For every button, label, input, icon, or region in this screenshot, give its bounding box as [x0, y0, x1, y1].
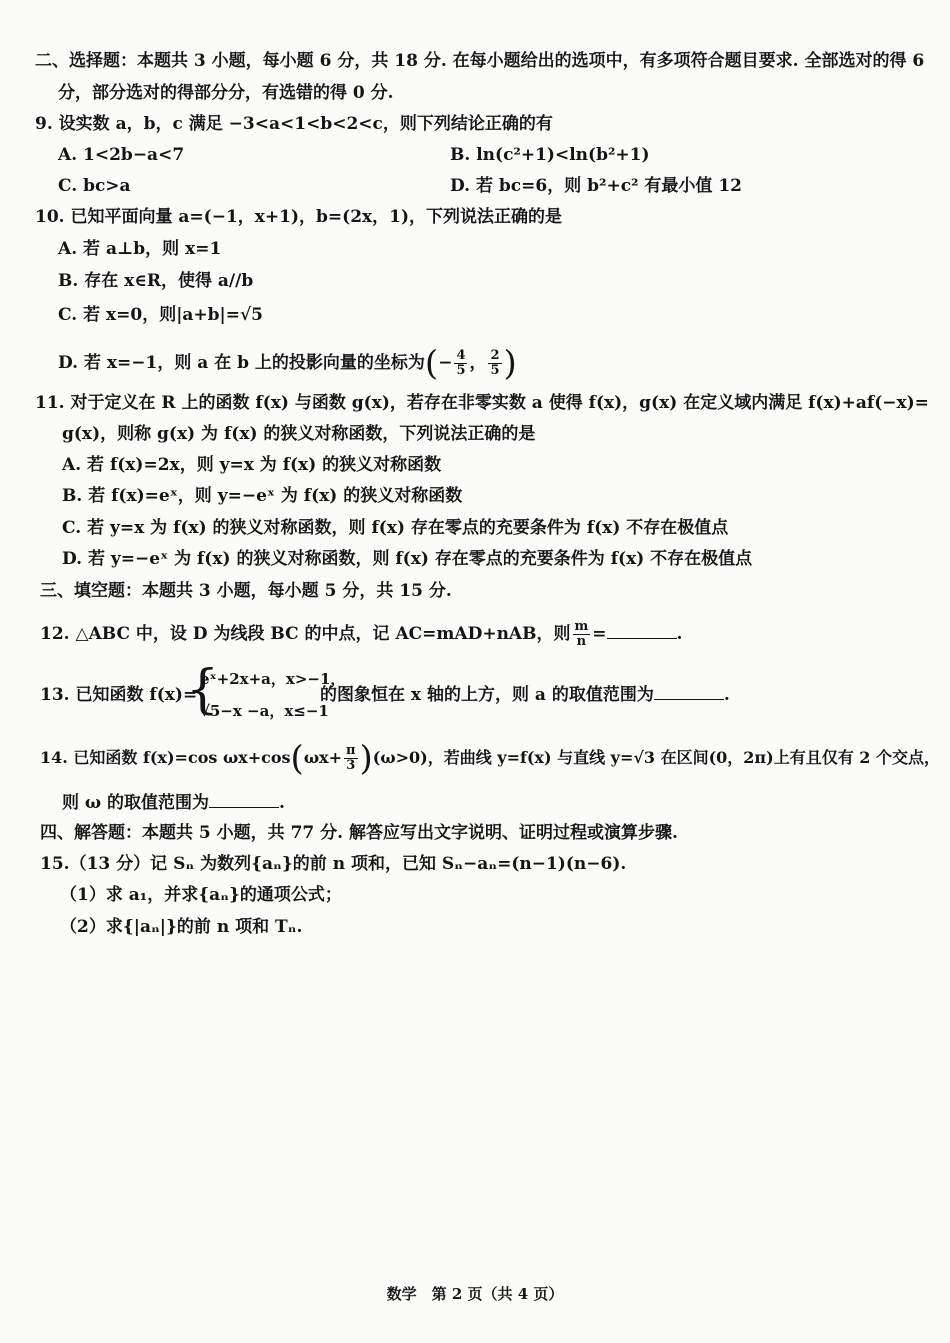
- q11-stem-line2: g(x)，则称 g(x) 为 f(x) 的狭义对称函数，下列说法正确的是: [62, 424, 536, 444]
- q10-option-b: B. 存在 x∈R，使得 a//b: [58, 271, 254, 291]
- q10-option-d: D. 若 x=−1，则 a 在 b 上的投影向量的坐标为(− $\frac{4}{5}$ ， $\frac{2}{5}$ ): [58, 343, 517, 384]
- q14-line2-text: 则 ω 的取值范围为: [62, 793, 210, 813]
- q14-line1: 14. 已知函数 f(x)=cos ωx+cos(ωx+ $\frac{\pi}{3}$ )(ω>0)，若曲线 y=f(x) 与直线 y=√3 在区间(0，2π)上有且仅有 2 个交点，: [40, 738, 940, 779]
- section3-heading: 三、填空题：本题共 3 小题，每小题 5 分，共 15 分.: [40, 581, 452, 601]
- q10-stem: 10. 已知平面向量 a=(−1，x+1)，b=(2x，1)，下列说法正确的是: [35, 207, 563, 227]
- q9-option-a: A. 1<2b−a<7: [58, 145, 185, 165]
- q10-option-a: A. 若 a⊥b，则 x=1: [58, 239, 222, 259]
- q10-d-sign: −: [438, 353, 453, 373]
- q11-option-a: A. 若 f(x)=2x，则 y=x 为 f(x) 的狭义对称函数: [62, 455, 442, 475]
- q11-option-b: B. 若 f(x)=eˣ，则 y=−eˣ 为 f(x) 的狭义对称函数: [62, 486, 463, 506]
- q9-option-d: D. 若 bc=6，则 b²+c² 有最小值 12: [450, 176, 742, 196]
- q11-option-d: D. 若 y=−eˣ 为 f(x) 的狭义对称函数，则 f(x) 存在零点的充要条件为 f(x) 不存在极值点: [62, 549, 753, 569]
- section2-heading-line2: 分，部分选对的得部分分，有选错的得 0 分.: [58, 83, 394, 103]
- q13-case-2: √5−x −a，x≤−1: [200, 702, 329, 720]
- q12-answer-blank: [607, 624, 677, 639]
- section2-heading-line1: 二、选择题：本题共 3 小题，每小题 6 分，共 18 分. 在每小题给出的选项中，有多项符合题目要求. 全部选对的得 6: [35, 51, 925, 71]
- section4-heading: 四、解答题：本题共 5 小题，共 77 分. 解答应写出文字说明、证明过程或演算步骤.: [40, 823, 678, 843]
- q14-line2: 则 ω 的取值范围为 .: [62, 793, 285, 813]
- q11-stem-line1: 11. 对于定义在 R 上的函数 f(x) 与函数 g(x)，若存在非零实数 a 使得 f(x)，g(x) 在定义域内满足 f(x)+af(−x)=: [35, 393, 929, 413]
- q9-option-c: C. bc>a: [58, 176, 131, 196]
- q13-tail: 的图象恒在 x 轴的上方，则 a 的取值范围为 .: [320, 685, 730, 705]
- q14-text: 14. 已知函数 f(x)=cos ωx+cos: [40, 748, 291, 767]
- q10-d-fraction-1: $\frac{4}{5}$: [456, 348, 466, 378]
- q12-text: 12. △ABC 中，设 D 为线段 BC 的中点，记 AC=mAD+nAB，则: [40, 624, 571, 644]
- q11-option-c: C. 若 y=x 为 f(x) 的狭义对称函数，则 f(x) 存在零点的充要条件为 f(x) 不存在极值点: [62, 518, 729, 538]
- q12-fraction: $\frac{m}{n}$: [574, 619, 589, 649]
- q14-fraction: $\frac{\pi}{3}$: [346, 743, 356, 773]
- q9-option-b: B. ln(c²+1)<ln(b²+1): [450, 145, 650, 165]
- q12: 12. △ABC 中，设 D 为线段 BC 的中点，记 AC=mAD+nAB，则 $\frac{m}{n}$ = .: [40, 619, 683, 649]
- q15-part-2: （2）求{|aₙ|}的前 n 项和 Tₙ.: [60, 917, 303, 937]
- q13-answer-blank: [654, 685, 724, 700]
- q10-d-fraction-2: $\frac{2}{5}$: [490, 348, 500, 378]
- q10-option-d-text: D. 若 x=−1，则 a 在 b 上的投影向量的坐标为: [58, 353, 425, 373]
- q10-option-c: C. 若 x=0，则|a+b|=√5: [58, 305, 263, 325]
- page-footer: 数学 第 2 页（共 4 页）: [386, 1285, 564, 1303]
- q13-tail-text: 的图象恒在 x 轴的上方，则 a 的取值范围为: [320, 685, 654, 705]
- q9-stem: 9. 设实数 a，b，c 满足 −3<a<1<b<2<c，则下列结论正确的有: [35, 114, 553, 134]
- q14-answer-blank: [209, 793, 279, 808]
- q13-lead: 13. 已知函数 f(x)=: [40, 685, 198, 705]
- q13-brace: {: [186, 660, 220, 720]
- q15-stem: 15.（13 分）记 Sₙ 为数列{aₙ}的前 n 项和，已知 Sₙ−aₙ=(n−1)(n−6).: [40, 854, 627, 874]
- q15-part-1: （1）求 a₁，并求{aₙ}的通项公式；: [60, 885, 342, 905]
- q13-case-1: eˣ+2x+a，x>−1，: [200, 670, 346, 688]
